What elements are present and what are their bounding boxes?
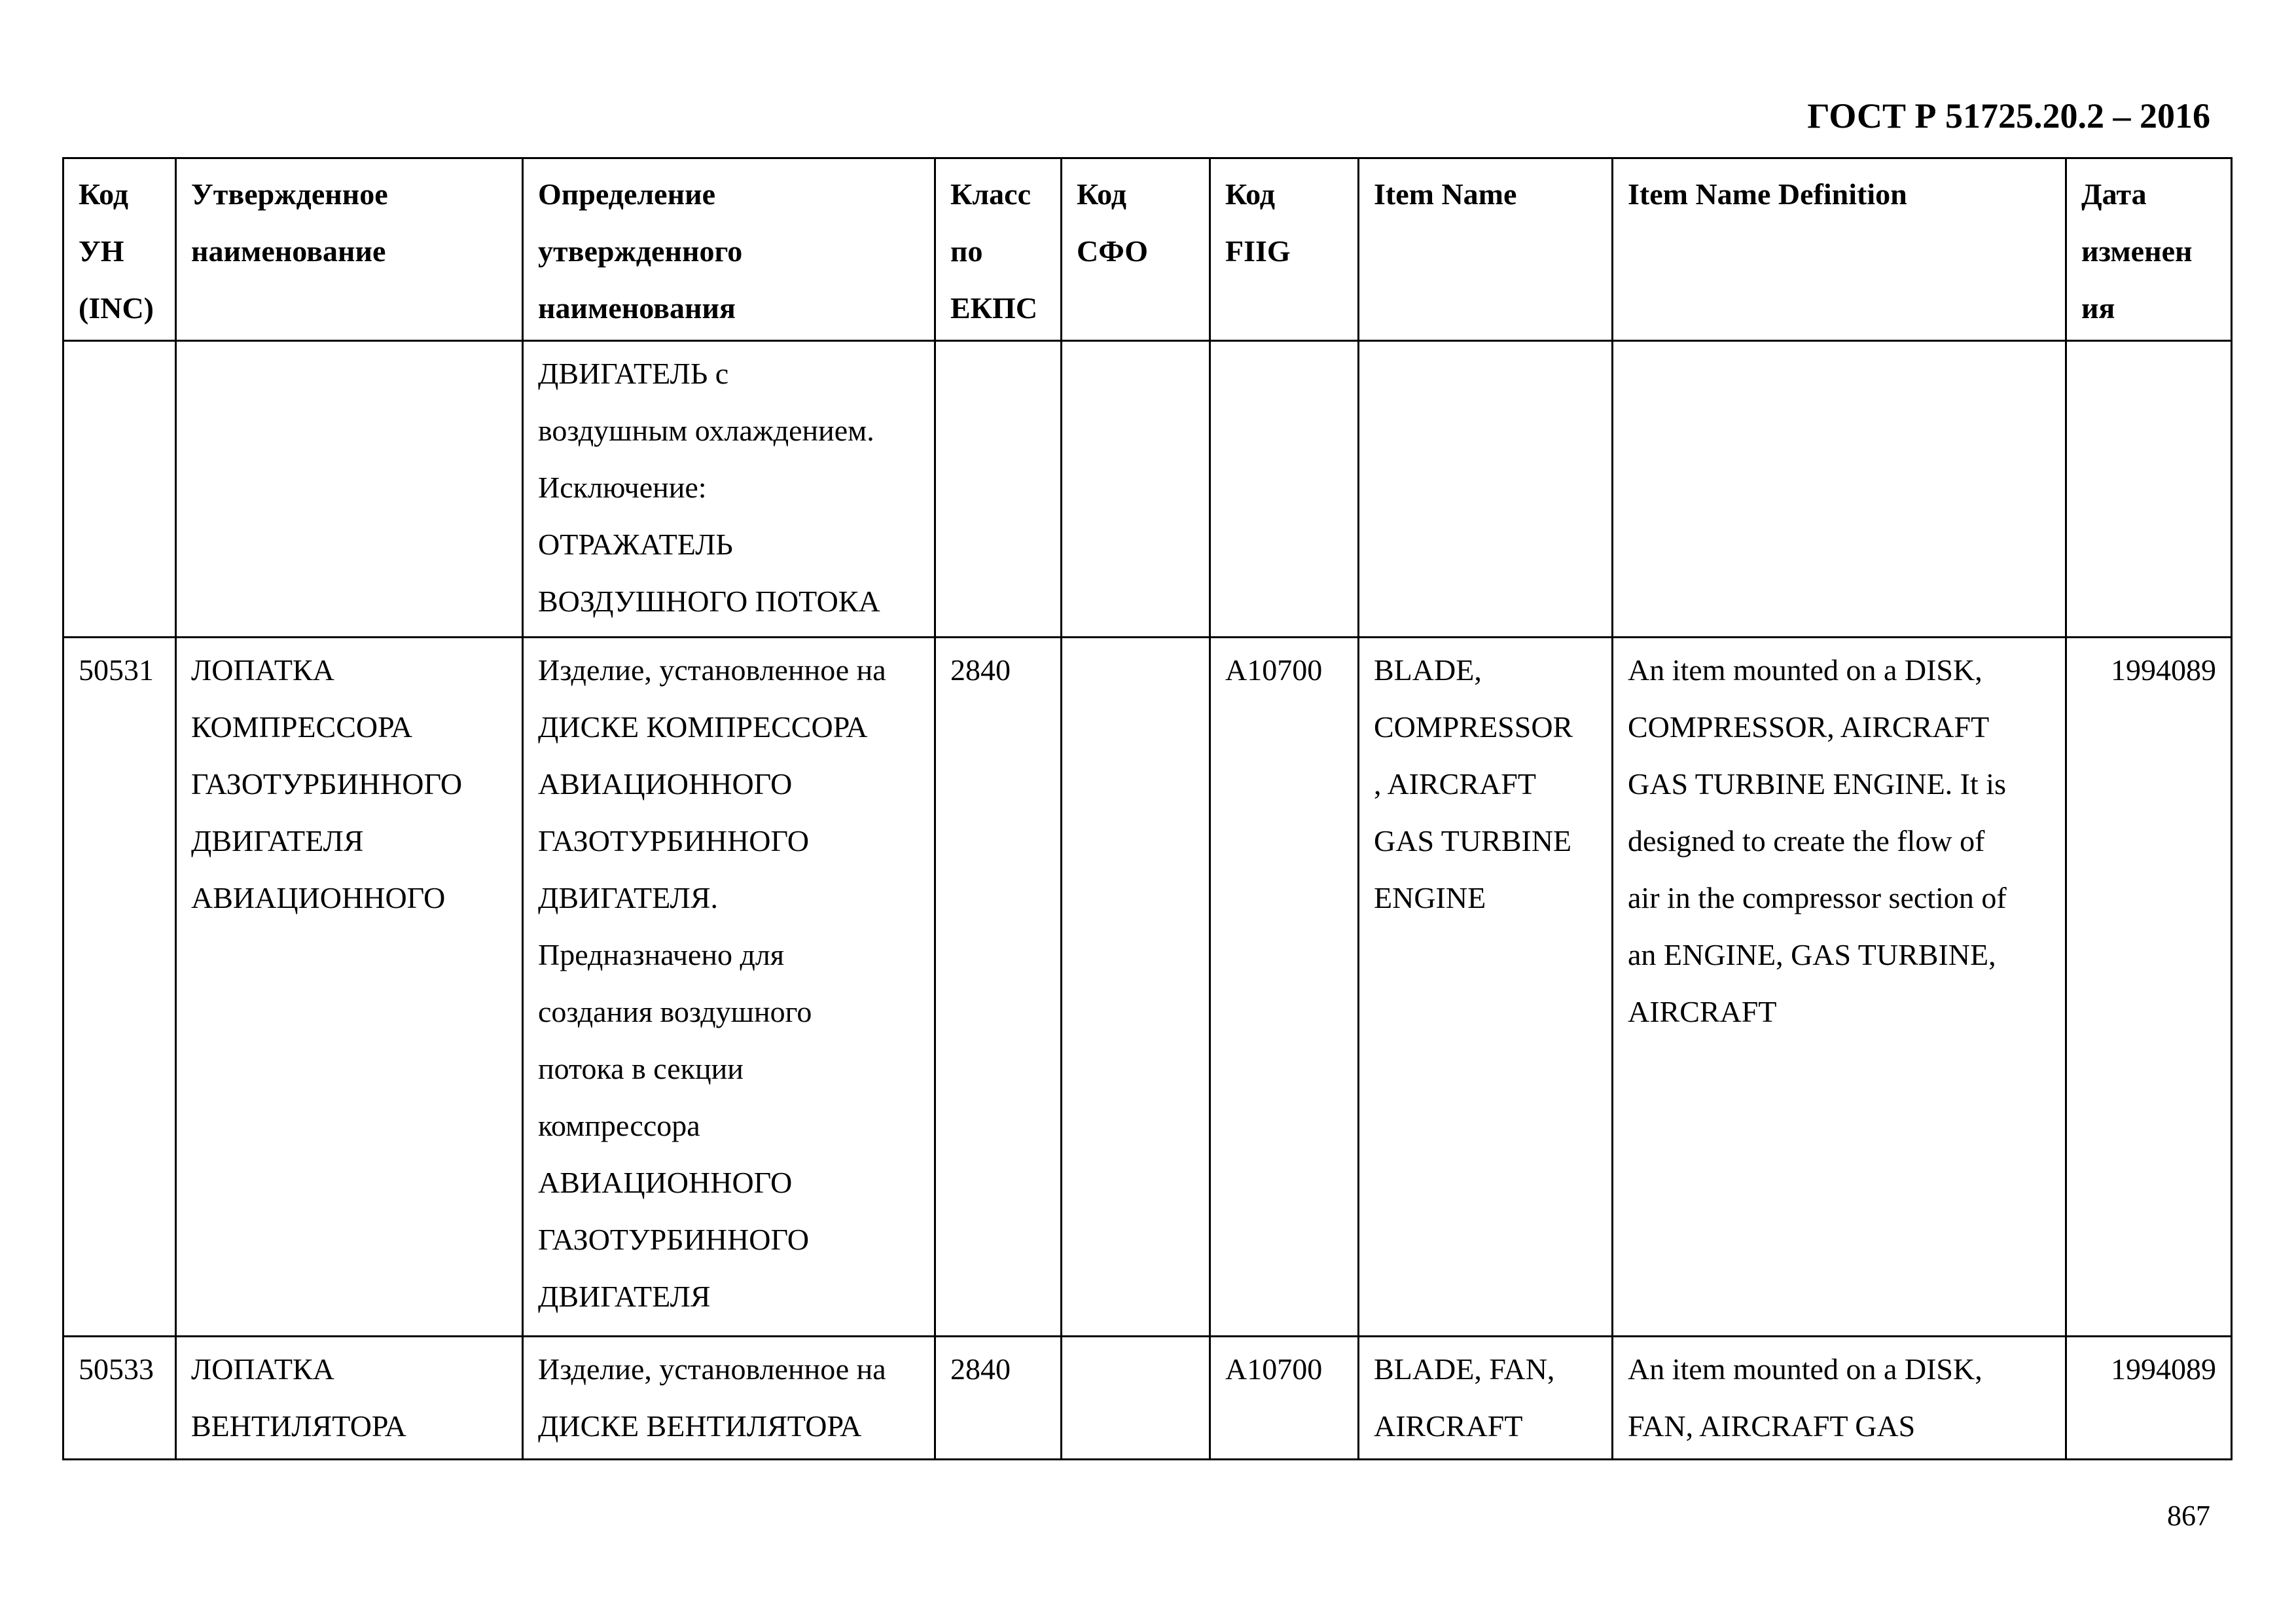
header-definition: Определение утвержденного наименования	[523, 158, 935, 341]
table-row	[63, 341, 2232, 638]
header-item-name-definition: Item Name Definition	[1613, 158, 2066, 341]
cell-fiig-code: A10700	[1210, 1337, 1359, 1460]
cell-fiig-code	[1210, 341, 1359, 638]
cell-inc: 50531	[63, 638, 176, 1337]
document-standard-header: ГОСТ Р 51725.20.2 – 2016	[1807, 96, 2210, 135]
cell-ekps-class: 2840	[935, 638, 1062, 1337]
cell-sfo-code	[1062, 638, 1210, 1337]
cell-item-name	[1359, 341, 1613, 638]
cell-approved-name: ЛОПАТКА ВЕНТИЛЯТОРА	[176, 1337, 523, 1460]
item-name-table	[62, 157, 2233, 1460]
cell-ekps-class: 2840	[935, 1337, 1062, 1460]
table-header-row	[63, 158, 2232, 341]
cell-item-name: BLADE, COMPRESSOR , AIRCRAFT GAS TURBINE ENGINE	[1359, 638, 1613, 1337]
table-row	[63, 1337, 2232, 1460]
header-change-date: Дата изменен ия	[2066, 158, 2232, 341]
cell-definition: Изделие, установленное на ДИСКЕ ВЕНТИЛЯТОРА	[523, 1337, 935, 1460]
cell-item-name: BLADE, FAN, AIRCRAFT	[1359, 1337, 1613, 1460]
header-ekps-class: Класс по ЕКПС	[935, 158, 1062, 341]
header-fiig-code: Код FIIG	[1210, 158, 1359, 341]
cell-item-name-definition: An item mounted on a DISK, FAN, AIRCRAFT GAS	[1613, 1337, 2066, 1460]
cell-definition: Изделие, установленное на ДИСКЕ КОМПРЕССОРА АВИАЦИОННОГО ГАЗОТУРБИННОГО ДВИГАТЕЛЯ. Предназначено для создания воздушного потока в секции компрессора АВИАЦИОННОГО ГАЗОТУРБИННОГО ДВИГАТЕЛЯ	[523, 638, 935, 1337]
header-item-name: Item Name	[1359, 158, 1613, 341]
cell-change-date: 1994089	[2066, 638, 2232, 1337]
header-inc: Код УН (INC)	[63, 158, 176, 341]
cell-inc	[63, 341, 176, 638]
cell-sfo-code	[1062, 1337, 1210, 1460]
page-number: 867	[2167, 1500, 2210, 1532]
cell-approved-name	[176, 341, 523, 638]
cell-item-name-definition: An item mounted on a DISK, COMPRESSOR, AIRCRAFT GAS TURBINE ENGINE. It is designed to create the flow of air in the compressor section of an ENGINE, GAS TURBINE, AIRCRAFT	[1613, 638, 2066, 1337]
cell-approved-name: ЛОПАТКА КОМПРЕССОРА ГАЗОТУРБИННОГО ДВИГАТЕЛЯ АВИАЦИОННОГО	[176, 638, 523, 1337]
header-sfo-code: Код СФО	[1062, 158, 1210, 341]
cell-fiig-code: A10700	[1210, 638, 1359, 1337]
cell-sfo-code	[1062, 341, 1210, 638]
cell-item-name-definition	[1613, 341, 2066, 638]
cell-ekps-class	[935, 341, 1062, 638]
header-approved-name: Утвержденное наименование	[176, 158, 523, 341]
cell-definition: ДВИГАТЕЛЬ с воздушным охлаждением. Исключение: ОТРАЖАТЕЛЬ ВОЗДУШНОГО ПОТОКА	[523, 341, 935, 638]
cell-change-date: 1994089	[2066, 1337, 2232, 1460]
cell-change-date	[2066, 341, 2232, 638]
table-row	[63, 638, 2232, 1337]
cell-inc: 50533	[63, 1337, 176, 1460]
